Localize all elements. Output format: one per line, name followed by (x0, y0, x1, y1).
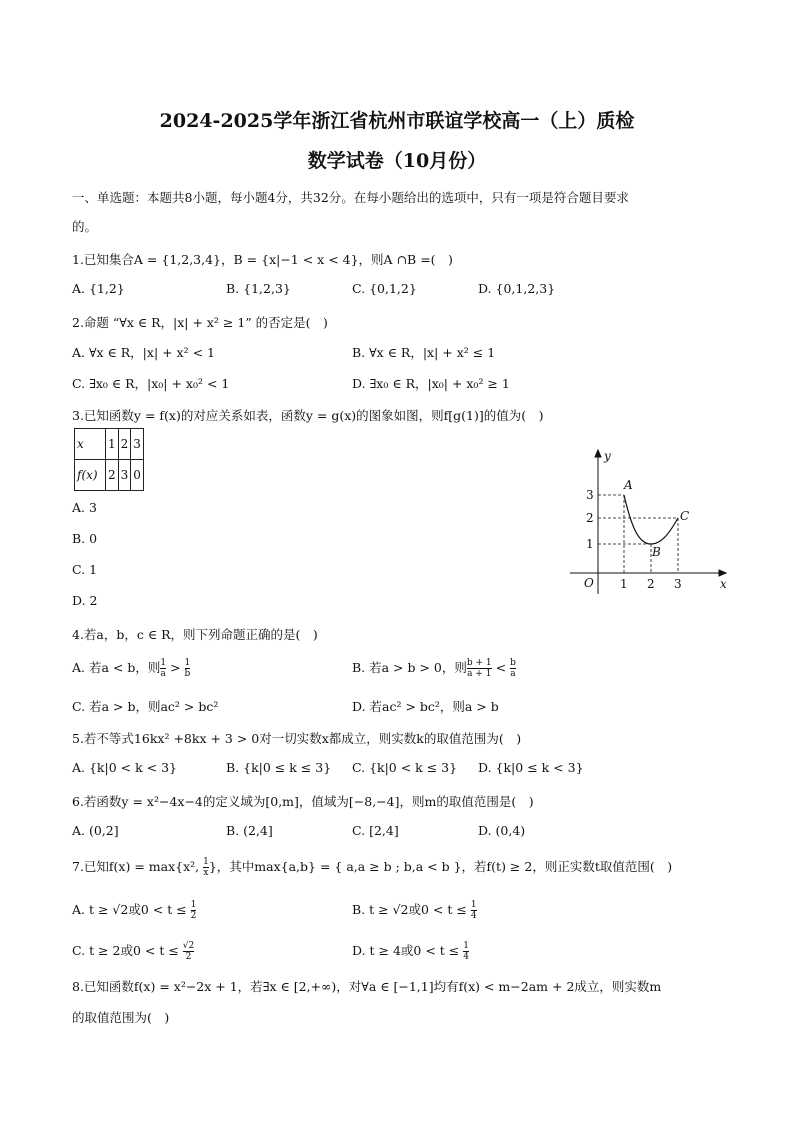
numerator: √2 (182, 941, 195, 951)
y-axis-arrow (595, 450, 601, 457)
point-label-a: A (624, 478, 633, 492)
q1-option-b: B. {1,2,3} (226, 281, 291, 296)
q8-stem-cont: 的取值范围为( ) (72, 1010, 170, 1025)
denominator: 4 (463, 952, 469, 962)
numerator: 1 (203, 857, 209, 867)
q3-option-d: D. 2 (72, 593, 98, 608)
q5-option-a: A. {k|0 < k < 3} (72, 760, 177, 775)
q4-option-a (72, 658, 190, 679)
numerator: 1 (190, 900, 197, 910)
curve-g (624, 495, 678, 544)
x-axis-label: x (720, 577, 727, 591)
q4-option-d: D. 若ac² > bc²，则a > b (352, 699, 499, 714)
q1-option-d: D. {0,1,2,3} (478, 281, 556, 296)
table-cell: x (75, 429, 106, 460)
q1-option-a: A. {1,2} (72, 281, 125, 296)
numerator: b + 1 (466, 658, 492, 668)
point-label-c: C (680, 509, 690, 523)
numerator: b (510, 658, 516, 668)
q4-stem: 4.若a，b，c ∈ R，则下列命题正确的是( ) (72, 627, 318, 642)
y-axis-label: y (604, 449, 611, 463)
q6-stem: 6.若函数y = x²−4x−4的定义域为[0,m]，值域为[−8,−4]，则m的取值范围是( ) (72, 794, 534, 809)
stem-text: }，其中max{a,b} = { a,a ≥ b ; b,a < b }，若f(t) ≥ 2，则正实数t取值范围( ) (208, 859, 673, 874)
q5-option-b: B. {k|0 ≤ k ≤ 3} (226, 760, 332, 775)
q3-stem: 3.已知函数y = f(x)的对应关系如表，函数y = g(x)的图象如图，则f[g(1)]的值为( ) (72, 408, 544, 423)
q2-stem: 2.命题 “∀x ∈ R，|x| + x² ≥ 1” 的否定是( ) (72, 315, 328, 330)
q5-stem: 5.若不等式16kx² +8kx + 3 > 0对一切实数x都成立，则实数k的取值范围为( ) (72, 731, 522, 746)
denominator: 4 (470, 911, 477, 921)
stem-text: 7.已知f(x) = max{x², (72, 859, 204, 874)
q4-option-c: C. 若a > b，则ac² > bc² (72, 699, 219, 714)
origin-label: O (584, 576, 594, 590)
fraction (183, 941, 194, 962)
x-tick-label: 1 (620, 577, 628, 591)
denominator: x (203, 868, 209, 878)
option-text: D. t ≥ 4或0 < t ≤ (352, 943, 464, 958)
y-tick-label: 1 (586, 537, 594, 551)
fraction (185, 658, 191, 679)
q5-option-c: C. {k|0 < k ≤ 3} (352, 760, 458, 775)
table-cell: 3 (118, 460, 131, 491)
table-row (75, 429, 144, 460)
q2-option-b: B. ∀x ∈ R，|x| + x² ≤ 1 (352, 345, 496, 360)
table-cell: f(x) (75, 460, 106, 491)
numerator: 1 (160, 658, 167, 668)
q3-option-a: A. 3 (72, 500, 97, 515)
option-text: B. t ≥ √2或0 < t ≤ (352, 902, 471, 917)
y-tick-label: 2 (586, 511, 594, 525)
denominator: 2 (185, 952, 192, 962)
q6-option-c: C. [2,4] (352, 823, 399, 838)
option-text: B. 若a > b > 0，则 (352, 660, 467, 675)
table-cell: 2 (106, 460, 119, 491)
numerator: 1 (470, 900, 477, 910)
denominator: a (160, 669, 166, 679)
q1-option-c: C. {0,1,2} (352, 281, 417, 296)
fraction (467, 658, 492, 679)
table-cell: 0 (131, 460, 144, 491)
option-text: A. 若a < b，则 (72, 660, 161, 675)
q1-stem: 1.已知集合A = {1,2,3,4}，B = {x|−1 < x < 4}，则A ∩B =( ) (72, 252, 453, 267)
section-heading: 一、单选题：本题共8小题，每小题4分，共32分。在每小题给出的选项中，只有一项是符合题目要求 (72, 190, 629, 205)
fraction (471, 900, 477, 921)
q5-option-d: D. {k|0 ≤ k < 3} (478, 760, 584, 775)
q7-option-d (352, 941, 469, 962)
exam-subtitle: 数学试卷（10月份） (307, 150, 487, 172)
q6-option-b: B. (2,4] (226, 823, 273, 838)
q7-stem (72, 857, 672, 878)
option-text: C. t ≥ 2或0 < t ≤ (72, 943, 183, 958)
fraction (191, 900, 197, 921)
option-text: A. t ≥ √2或0 < t ≤ (72, 902, 191, 917)
denominator: 2 (190, 911, 197, 921)
relation: < (491, 660, 511, 675)
fraction (510, 658, 516, 679)
q6-option-a: A. (0,2] (72, 823, 119, 838)
q6-option-d: D. (0,4) (478, 823, 526, 838)
table-row (75, 460, 144, 491)
denominator: a (510, 669, 516, 679)
q7-option-c (72, 941, 194, 962)
relation: > (166, 660, 185, 675)
table-cell: 3 (131, 429, 144, 460)
q3-option-c: C. 1 (72, 562, 98, 577)
q4-option-b (352, 658, 516, 679)
q7-option-b (352, 900, 477, 921)
table-cell: 2 (118, 429, 131, 460)
point-label-b: B (652, 545, 661, 559)
section-heading-cont: 的。 (72, 219, 98, 234)
x-tick-label: 3 (674, 577, 682, 591)
exam-title: 2024-2025学年浙江省杭州市联谊学校高一（上）质检 (159, 110, 635, 132)
x-tick-label: 2 (647, 577, 655, 591)
q7-option-a (72, 900, 196, 921)
table-cell: 1 (106, 429, 119, 460)
numerator: 1 (463, 941, 469, 951)
q8-stem: 8.已知函数f(x) = x²−2x + 1，若∃x ∈ [2,+∞)，对∀a ∈ [−1,1]均有f(x) < m−2am + 2成立，则实数m (72, 979, 662, 994)
fraction (463, 941, 469, 962)
q3-option-b: B. 0 (72, 531, 98, 546)
y-tick-label: 3 (586, 488, 594, 502)
q3-function-table (74, 428, 144, 491)
q2-option-d: D. ∃x₀ ∈ R，|x₀| + x₀² ≥ 1 (352, 376, 510, 391)
x-axis-arrow (719, 570, 726, 576)
q3-graph (566, 440, 734, 598)
numerator: 1 (184, 658, 191, 668)
denominator: b (184, 669, 191, 679)
q2-option-a: A. ∀x ∈ R，|x| + x² < 1 (72, 345, 216, 360)
denominator: a + 1 (467, 669, 492, 679)
q2-option-c: C. ∃x₀ ∈ R，|x₀| + x₀² < 1 (72, 376, 230, 391)
